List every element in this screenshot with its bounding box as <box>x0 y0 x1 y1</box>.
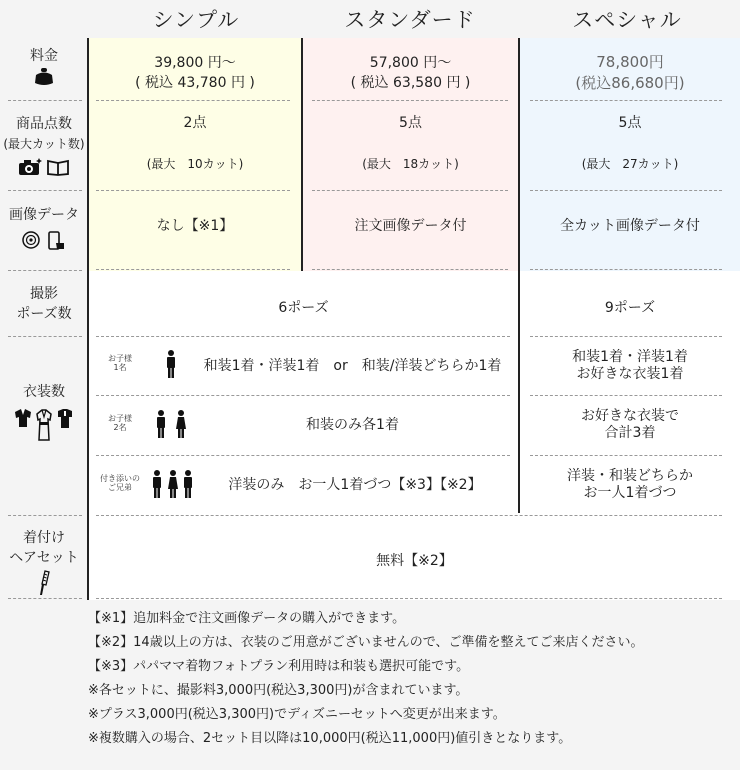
disc-icon <box>22 231 40 251</box>
comb-icon <box>0 570 88 596</box>
image-data-simple: なし【※1】 <box>156 218 234 234</box>
items-simple: 2点 (最大 10カット) <box>146 115 244 171</box>
kimono-icon <box>34 408 54 442</box>
costume-tag-siblings: 付き添いの ご兄弟 <box>100 474 140 492</box>
row-divider <box>96 455 510 456</box>
note-4: ※各セットに、撮影料3,000円(税込3,300円)が含まれています。 <box>88 683 469 698</box>
plan-header-standard: スタンダード <box>344 8 476 32</box>
row-divider <box>530 395 722 396</box>
row-divider <box>96 395 510 396</box>
costume-two-children-special: お好きな衣装で 合計3着 <box>581 408 679 441</box>
price-standard: 57,800 円〜 ( 税込 63,580 円 ) <box>350 55 471 91</box>
poses-special: 9ポーズ <box>604 300 656 316</box>
price-special: 78,800円 (税込86,680円) <box>575 53 685 92</box>
row-divider <box>312 100 508 101</box>
row-divider <box>96 190 290 191</box>
purse-icon <box>0 68 88 86</box>
label-divider <box>8 515 82 516</box>
camera-icon <box>18 158 42 176</box>
items-special: 5点 (最大 27カット) <box>581 115 679 171</box>
row-divider <box>96 269 290 270</box>
label-costumes: 衣装数 <box>0 382 88 442</box>
plan-header-special: スペシャル <box>572 8 682 32</box>
items-standard: 5点 (最大 18カット) <box>362 115 459 171</box>
poses-simple-standard: 6ポーズ <box>278 300 329 316</box>
row-divider <box>96 598 722 599</box>
dressing-value: 無料【※2】 <box>376 553 453 569</box>
label-divider <box>8 598 82 599</box>
row-divider <box>96 515 722 516</box>
child-icon <box>152 470 194 498</box>
label-dressing: 着付け ヘアセット <box>0 528 88 596</box>
image-data-special: 全カット画像データ付 <box>560 218 700 234</box>
costume-one-child: 和装1着・洋装1着 or 和装/洋装どちらか1着 <box>203 358 502 374</box>
label-items: 商品点数 (最大カット数) <box>0 114 88 176</box>
dress-icon <box>55 408 75 442</box>
plan-header-simple: シンプル <box>152 8 240 32</box>
costume-tag-two-children: お子様 2名 <box>108 414 132 432</box>
row-divider <box>530 190 722 191</box>
row-divider <box>530 455 722 456</box>
label-divider <box>8 336 82 337</box>
label-price: 料金 <box>0 46 88 86</box>
row-divider <box>312 269 508 270</box>
phone-icon <box>48 231 66 251</box>
row-divider <box>312 190 508 191</box>
row-divider <box>530 269 722 270</box>
label-poses: 撮影 ポーズ数 <box>16 286 72 322</box>
price-simple: 39,800 円〜 ( 税込 43,780 円 ) <box>135 55 255 91</box>
note-2: 【※2】14歳以上の方は、衣装のご用意がございませんので、ご準備を整えてご来店ください。 <box>88 635 644 650</box>
note-6: ※複数購入の場合、2セット目以降は10,000円(税込11,000円)値引きとなります。 <box>88 731 572 746</box>
row-divider <box>530 336 722 337</box>
label-image-data: 画像データ <box>0 205 88 251</box>
kimono-icon <box>13 408 33 442</box>
label-divider <box>8 190 82 191</box>
costume-tag-one-child: お子様 1名 <box>108 354 132 372</box>
image-data-standard: 注文画像データ付 <box>354 218 467 234</box>
note-5: ※プラス3,000円(税込3,300円)でディズニーセットへ変更が出来ます。 <box>88 707 506 722</box>
row-divider <box>96 100 290 101</box>
costume-siblings: 洋装のみ お一人1着づつ【※3】【※2】 <box>228 477 482 493</box>
note-1: 【※1】追加料金で注文画像データの購入ができます。 <box>88 611 406 626</box>
child-icon <box>165 350 177 378</box>
label-divider <box>8 100 82 101</box>
costume-one-child-special: 和装1着・洋装1着 お好きな衣装1着 <box>572 349 688 382</box>
costume-two-children: 和装のみ各1着 <box>306 417 399 433</box>
label-divider <box>8 270 82 271</box>
note-3: 【※3】パパママ着物フォトプラン利用時は和装も選択可能です。 <box>88 659 470 674</box>
costume-siblings-special: 洋装・和装どちらか お一人1着づつ <box>567 468 693 501</box>
book-icon <box>46 158 70 176</box>
child-icon <box>155 410 191 438</box>
row-divider <box>96 336 510 337</box>
row-divider <box>530 100 722 101</box>
